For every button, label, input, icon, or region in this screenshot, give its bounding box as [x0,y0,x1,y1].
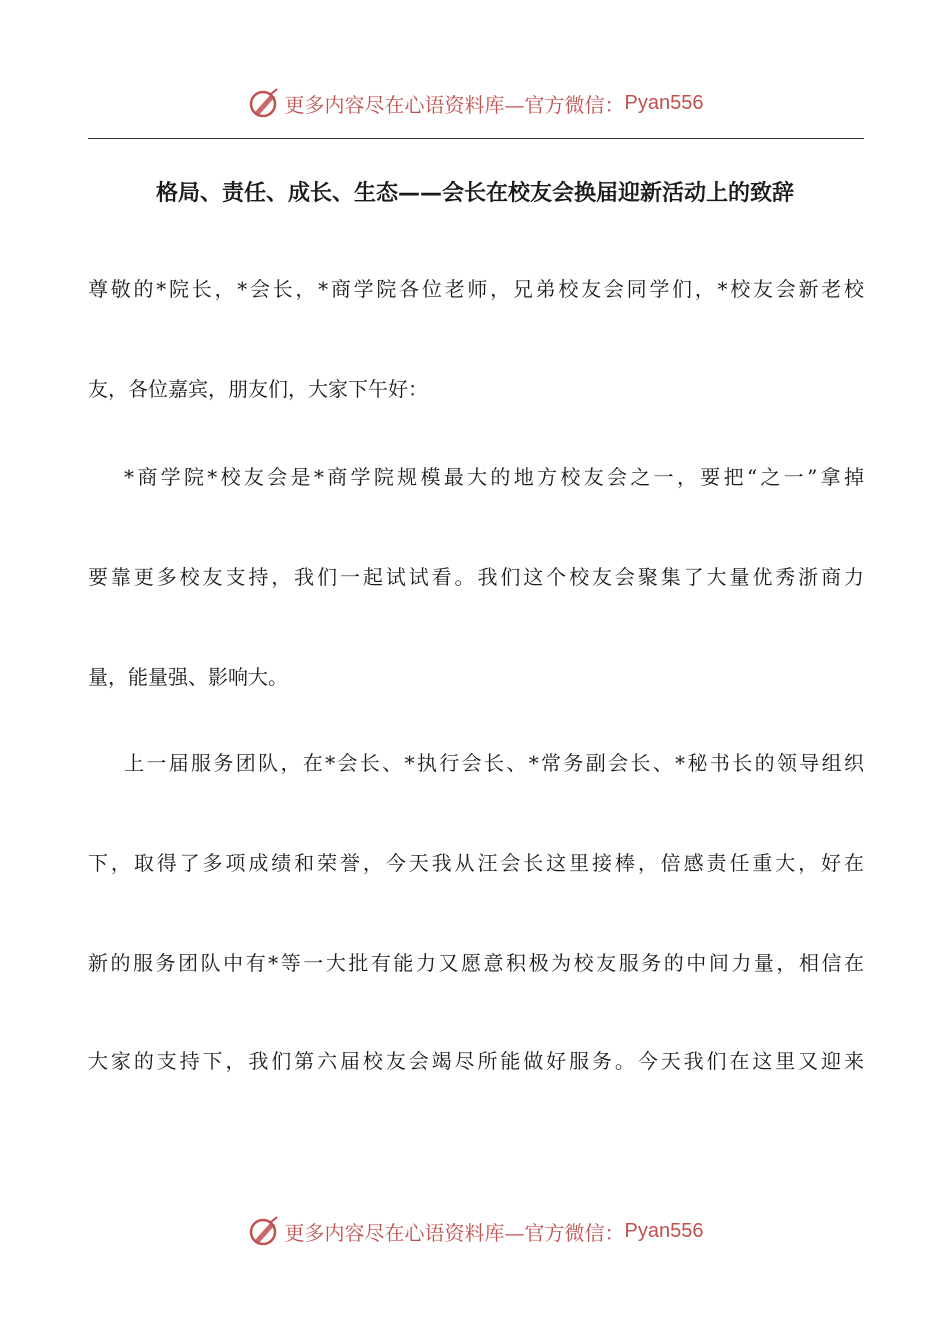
pen-logo-icon [247,1214,281,1248]
pen-logo-icon [247,86,281,120]
document-title: 格局、责任、成长、生态——会长在校友会换届迎新活动上的致辞 [155,181,794,206]
body-line-8: 新的服务团队中有*等一大批有能力又愿意积极为校友服务的中间力量，相信在 [88,951,864,975]
watermark-wechat-id: Pyan556 [624,1219,704,1242]
body-line-9: 大家的支持下，我们第六届校友会竭尽所能做好服务。今天我们在这里又迎来 [88,1049,864,1073]
footer-watermark [0,1211,950,1251]
watermark-text: 更多内容尽在心语资料库—官方微信： [284,92,625,117]
body-line-3: *商学院*校友会是*商学院规模最大的地方校友会之一，要把“之一”拿掉 [124,465,864,489]
body-line-5: 量，能量强、影响大。 [88,665,288,689]
header-divider [88,138,864,139]
watermark-text: 更多内容尽在心语资料库—官方微信： [284,1220,625,1245]
body-line-4: 要靠更多校友支持，我们一起试试看。我们这个校友会聚集了大量优秀浙商力 [88,565,864,589]
header-watermark [0,83,950,123]
watermark-wechat-id: Pyan556 [624,91,704,114]
body-line-1: 尊敬的*院长，*会长，*商学院各位老师，兄弟校友会同学们，*校友会新老校 [88,277,864,301]
body-line-2: 友，各位嘉宾，朋友们，大家下午好： [88,377,428,401]
body-line-7: 下，取得了多项成绩和荣誉，今天我从汪会长这里接棒，倍感责任重大，好在 [88,851,864,875]
body-line-6: 上一届服务团队，在*会长、*执行会长、*常务副会长、*秘书长的领导组织 [124,751,864,775]
